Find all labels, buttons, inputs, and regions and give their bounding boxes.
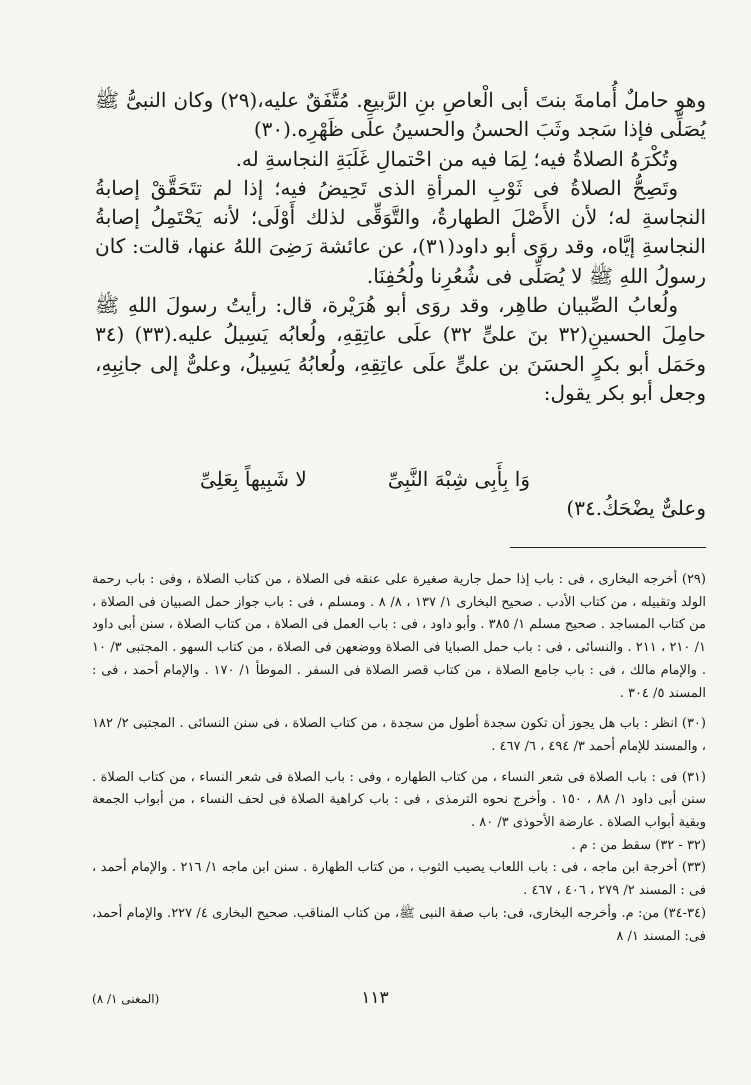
footnote-31: (٣١) فى : باب الصلاة فى شعر النساء ، من كتاب الطهاره ، وفى : باب الصلاة فى شعر النساء ، من كتاب الصلاة . سنن أبى داود ١/ ٨٨ ، ١٥٠ . وأخرج نحوه الترمذى ، فى : باب كراهية الصلاة فى لحف النساء ، من أبواب الجمعة وبقية أبواب الصلاة . عارضة الأحوذى ٣/ ٨٠ . — [92, 769, 706, 831]
page-number: ١١٣ — [361, 988, 389, 1008]
poetry-verse — [200, 467, 530, 491]
paragraph-3: وتَصِحُّ الصلاةُ فى ثَوْبِ المرأةِ الذى تَحِيضُ فيه؛ إذا لم تتَحَقَّقْ إصابةُ النجاسةِ له؛ لأن الأَصْلَ الطهارةُ، والتَّوَقِّى لذلك أَوْلَى؛ لأنه يَحْتَمِلُ إصابةُ النجاسةِ إيَّاه، وقد روَى أبو داود(٣١)، عن عائشة رَضِىَ اللهُ عنها، قالت: كان رسولُ اللهِ ﷺ لا يُصَلِّى فى شُعُرِنا ولُحُفِنَا. — [95, 175, 706, 288]
verse-second-half: لا شَبِيهاً بِعَلِىِّ — [200, 467, 307, 491]
after-verse-text: وعلىٌّ يضْحَكُ.٣٤) — [566, 496, 706, 520]
footnote-29: (٢٩) أخرجه البخارى ، فى : باب إذا حمل جارية صغيرة على عنقه فى الصلاة ، من كتاب الصلاة ، وفى : باب رحمة الولد وتقبيله ، من كتاب الأدب . صحيح البخارى ١/ ١٣٧ ، ٨/ ٨ . ومسلم ، فى : باب جواز حمل الصبيان فى الصلاة ، من كتاب المساجد . صحيح مسلم ١/ ٣٨٥ . وأبو داود ، فى : باب العمل فى الصلاة ، من كتاب الصلاة ، سنن أبى داود ١/ ٢١٠ ، ٢١١ . والنسائى ، فى : باب حمل الصبايا فى الصلاة ووضعهن فى الصلاة ، من كتاب السهو . المجتبى ٣/ ١٠ . والإمام مالك ، فى : باب جامع الصلاة ، من كتاب قصر الصلاة فى السفر . الموطأ ١/ ١٧٠ . والإمام أحمد ، فى : المسند ٥/ ٣٠٤ . — [92, 572, 707, 701]
footnote-divider — [510, 547, 706, 548]
footnote-33: (٣٣) أخرجة ابن ماجه ، فى : باب اللعاب يصيب الثوب ، من كتاب الطهارة . سنن ابن ماجه ١/ ٢١٦ . والإمام أحمد ، فى : المسند ٢/ ٢٧٩ ، ٤٠٦ ، ٤٦٧ . — [92, 860, 706, 899]
footnotes — [92, 569, 706, 948]
footnote-32: (٣٢ - ٣٢) سقط من : م . — [571, 837, 706, 853]
source-tag: (المغنى ١/ ٨) — [92, 992, 160, 1006]
verse-first-half: وَا بِأَبِى شِبْهَ النَّبِىِّ — [387, 467, 530, 491]
footnote-30: (٣٠) انظر : باب هل يجوز أن تكون سجدة أطول من سجدة ، من كتاب الصلاة ، فى سنن النسائى . المجتبى ٢/ ١٨٢ ، والمسند للإمام أحمد ٣/ ٤٩٤ ، ٦/ ٤٦٧ . — [92, 716, 706, 754]
footnote-34: (٣٤-٣٤) من: م. وأخرجه البخارى، فى: باب صفة النبى ﷺ، من كتاب المناقب. صحيح البخارى ٤/ ٢٢٧. والإمام أحمد، فى: المسند ١/ ٨ — [92, 905, 707, 944]
main-text — [95, 86, 706, 408]
paragraph-4: ولُعابُ الصِّبيان طاهِر، وقد روَى أبو هُرَيْرة، قال: رأيتُ رسولَ اللهِ ﷺ حامِلَ الحسينِ(٣٢ بنَ علىٍّ ٣٢) علَى عاتِقِهِ، ولُعابُه يَسِيلُ عليه.(٣٣) (٣٤ وحَمَل أبو بكرٍ الحسَنَ بن علىٍّ علَى عاتِقِهِ، ولُعابُهُ يَسِيلُ، وعلىٌّ إلى جانِبِهِ، وجعل أبو بكر يقول: — [95, 293, 706, 405]
paragraph-2: وتُكْرَهُ الصلاةُ فيه؛ لِمَا فيه من احْتمالِ غَلَبَةِ النجاسةِ له. — [235, 146, 678, 171]
paragraph-1: وهو حاملٌ أُمامةَ بنتَ أبى الْعاصِ بنِ الرَّبيعِ. مُتَّفَقٌ عليه،(٢٩) وكان النبىُّ ﷺ يُصَلِّى فإذا سَجد وثَبَ الحسنُ والحسينُ علَى ظَهْرِه.(٣٠) — [95, 88, 707, 142]
